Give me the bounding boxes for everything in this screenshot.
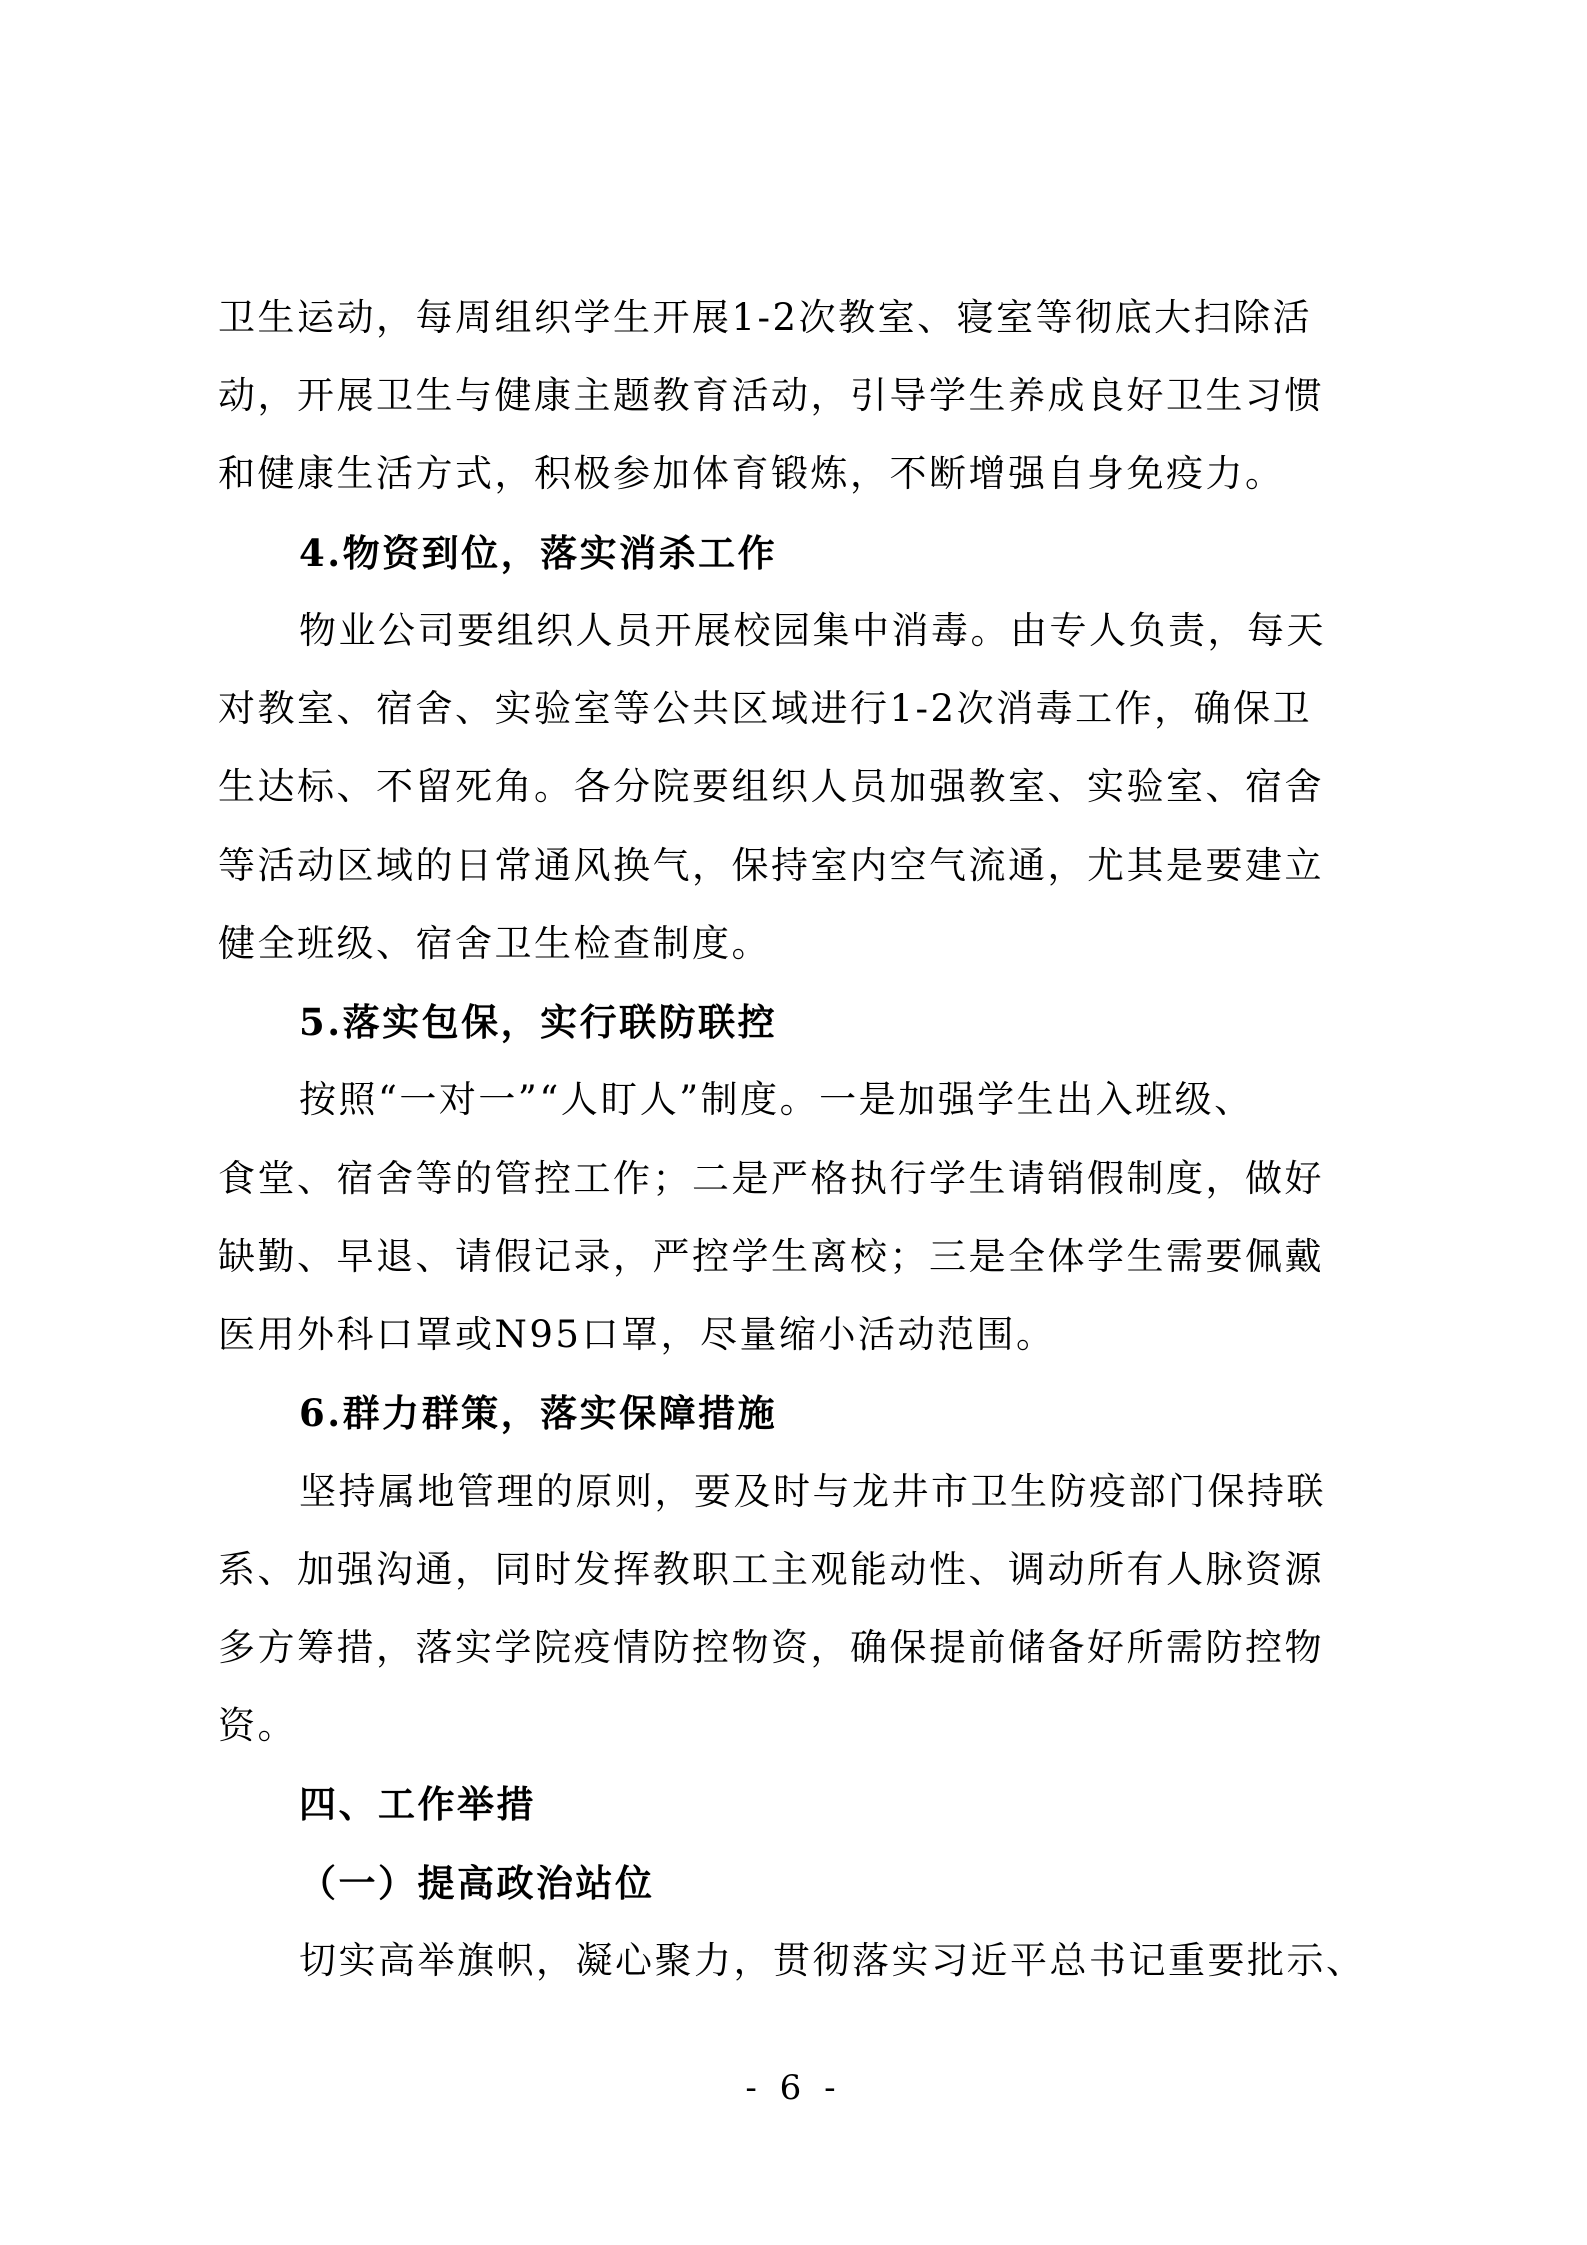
body-line: 和健康生活方式，积极参加体育锻炼，不断增强自身免疫力。 [218,452,1285,495]
body-line: 切实高举旗帜，凝心聚力，贯彻落实习近平总书记重要批示、 [299,1939,1366,1982]
subsection-heading: 6.群力群策，落实保障措施 [299,1391,778,1435]
section-heading: 四、工作举措 [299,1783,536,1826]
body-line: 健全班级、宿舍卫生检查制度。 [218,922,771,965]
body-line: 卫生运动，每周组织学生开展1-2次教室、寝室等彻底大扫除活 [218,296,1313,339]
body-line: 对教室、宿舍、实验室等公共区域进行1-2次消毒工作，确保卫 [218,687,1313,730]
body-line: 食堂、宿舍等的管控工作；二是严格执行学生请销假制度，做好 [218,1157,1324,1200]
body-line: 缺勤、早退、请假记录，严控学生离校；三是全体学生需要佩戴 [218,1235,1324,1278]
body-line: 系、加强沟通，同时发挥教职工主观能动性、调动所有人脉资源 [218,1548,1324,1591]
body-line: 医用外科口罩或N95口罩，尽量缩小活动范围。 [218,1313,1056,1356]
body-line: 生达标、不留死角。各分院要组织人员加强教室、实验室、宿舍 [218,765,1324,808]
body-line: 动，开展卫生与健康主题教育活动，引导学生养成良好卫生习惯 [218,374,1324,417]
body-line: 多方筹措，落实学院疫情防控物资，确保提前储备好所需防控物 [218,1626,1324,1669]
page-number: - 6 - [745,2068,842,2108]
body-line: 按照“一对一”“人盯人”制度。一是加强学生出入班级、 [299,1078,1254,1121]
subsection-heading: 5.落实包保，实行联防联控 [299,1000,778,1044]
body-line: 等活动区域的日常通风换气，保持室内空气流通，尤其是要建立 [218,844,1324,887]
subsection-heading: 4.物资到位，落实消杀工作 [299,531,778,575]
subsection-heading: （一）提高政治站位 [299,1861,655,1905]
body-line: 资。 [218,1704,297,1747]
body-line: 物业公司要组织人员开展校园集中消毒。由专人负责，每天 [299,609,1326,652]
body-line: 坚持属地管理的原则，要及时与龙井市卫生防疫部门保持联 [299,1470,1326,1513]
